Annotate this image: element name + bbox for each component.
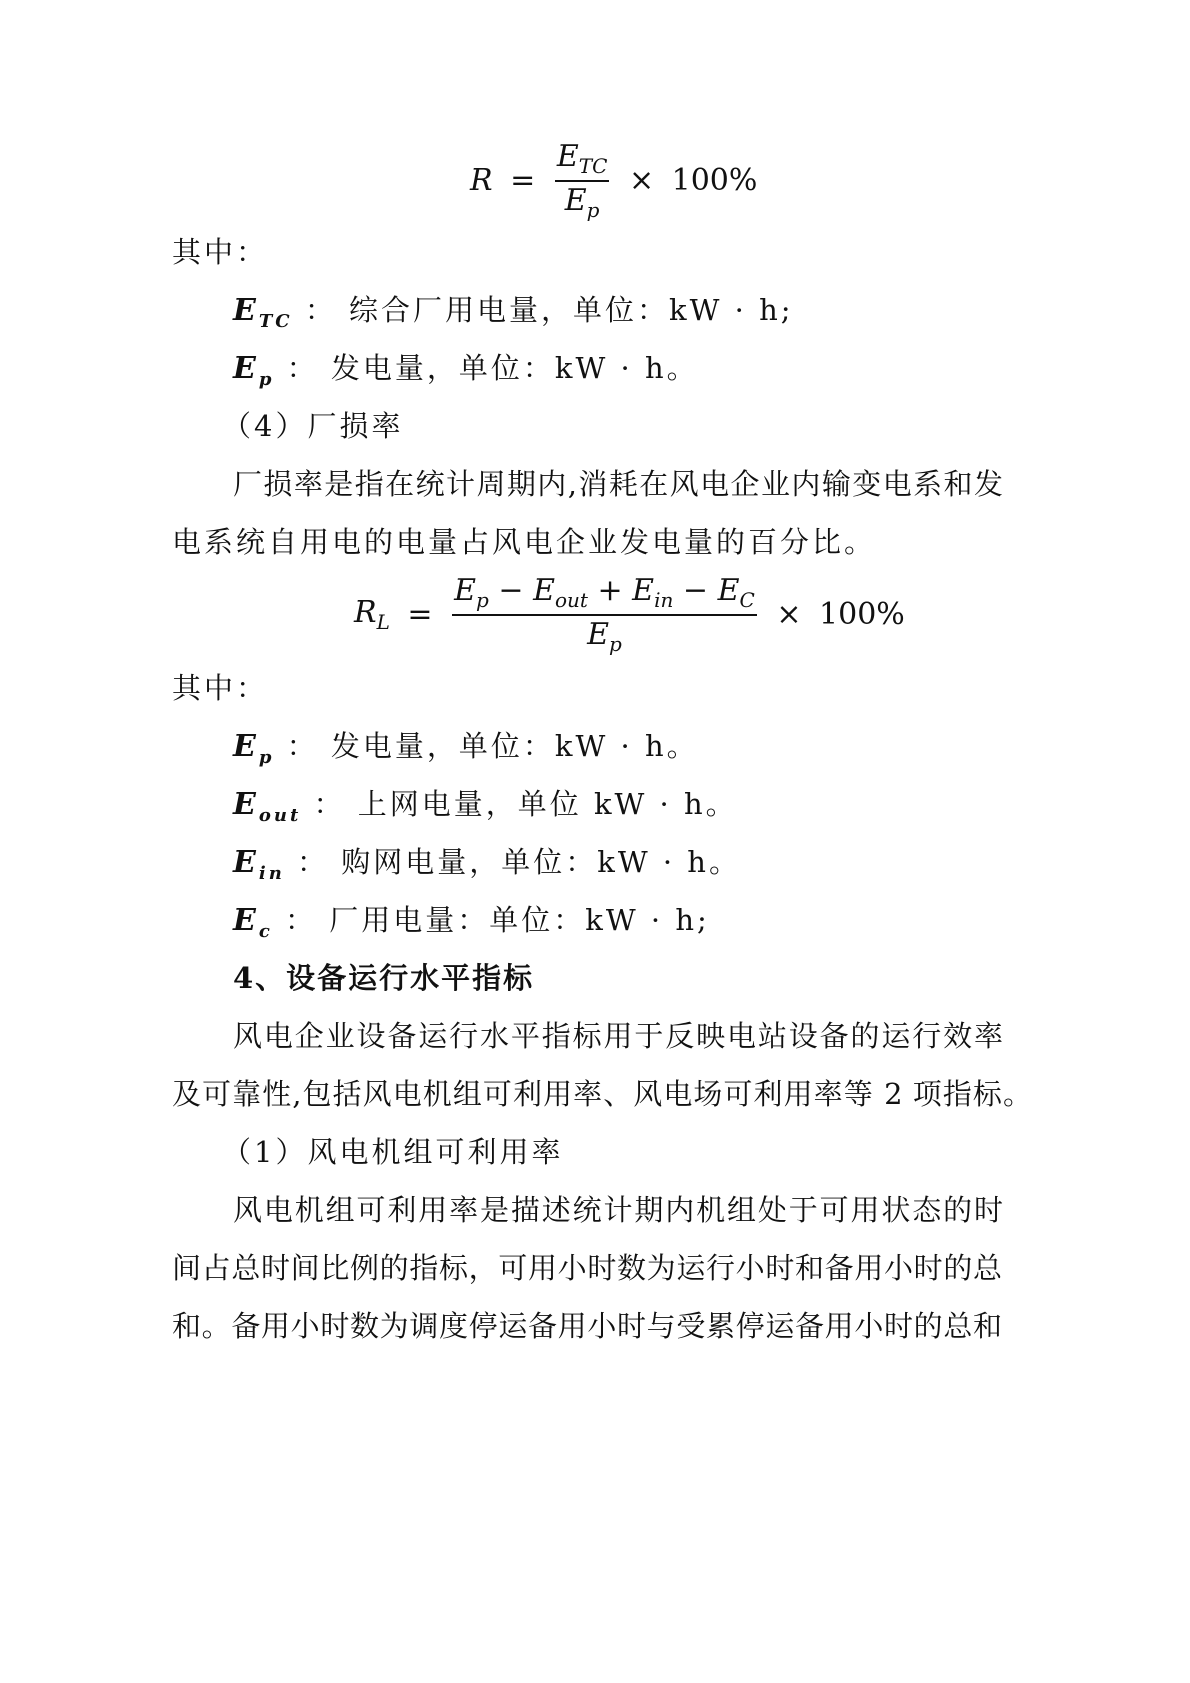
definition-ec: $E_c$ ： 厂用电量：单位：kW · h; <box>233 903 710 942</box>
section-4-paragraph-line-2: 及可靠性,包括风电机组可利用率、风电场可利用率等 2 项指标。 <box>172 1077 1032 1111</box>
item-4-title: （4）厂损率 <box>222 409 404 443</box>
formula-fraction <box>555 139 610 222</box>
definition-eout: $E_{out}$ ： 上网电量，单位 kW · h。 <box>233 787 738 826</box>
formula2-equals: = <box>407 597 433 632</box>
section-4-heading: 4、设备运行水平指标 <box>233 961 535 995</box>
item-4-paragraph-line-1: 厂损率是指在统计周期内,消耗在风电企业内输变电系和发 <box>233 467 1003 501</box>
item-1-paragraph-line-1: 风电机组可利用率是描述统计期内机组处于可用状态的时 <box>233 1193 1003 1227</box>
formula2-fraction <box>452 573 757 656</box>
item-1-title: （1）风电机组可利用率 <box>222 1135 564 1169</box>
formula2-percent: 100% <box>819 597 905 632</box>
item-4-paragraph-line-2: 电系统自用电的电量占风电企业发电量的百分比。 <box>172 525 877 559</box>
definition-ep-1: $E_p$ ： 发电量，单位：kW · h。 <box>233 351 699 390</box>
item-1-paragraph-line-2: 间占总时间比例的指标，可用小时数为运行小时和备用小时的总 <box>172 1251 1002 1285</box>
formula-times: × <box>628 163 655 198</box>
formula-percent: 100% <box>671 163 758 198</box>
formula-denominator: $E_p$ <box>564 183 600 222</box>
formula-rl <box>350 573 909 656</box>
formula-equals: = <box>510 163 536 198</box>
where-label-2: 其中： <box>172 671 269 705</box>
formula2-denominator: $E_p$ <box>587 617 622 656</box>
formula2-times: × <box>776 597 802 632</box>
formula2-numerator: $E_p - E_{out} + E_{in} - E_C$ <box>452 576 757 616</box>
formula2-lhs: $R_L$ <box>354 595 390 634</box>
formula-r <box>466 139 761 222</box>
definition-etc: $E_{TC}$ ： 综合厂用电量，单位：kW · h; <box>233 293 794 332</box>
item-1-paragraph-line-3: 和。备用小时数为调度停运备用小时与受累停运备用小时的总和 <box>172 1309 1002 1343</box>
where-label-1: 其中： <box>172 235 269 269</box>
formula-lhs: R <box>470 163 493 198</box>
section-4-paragraph-line-1: 风电企业设备运行水平指标用于反映电站设备的运行效率 <box>233 1019 1003 1053</box>
definition-ep-2: $E_p$ ： 发电量，单位：kW · h。 <box>233 729 699 768</box>
formula-numerator: $E_{TC}$ <box>555 142 610 182</box>
definition-ein: $E_{in}$ ： 购网电量，单位：kW · h。 <box>233 845 741 884</box>
